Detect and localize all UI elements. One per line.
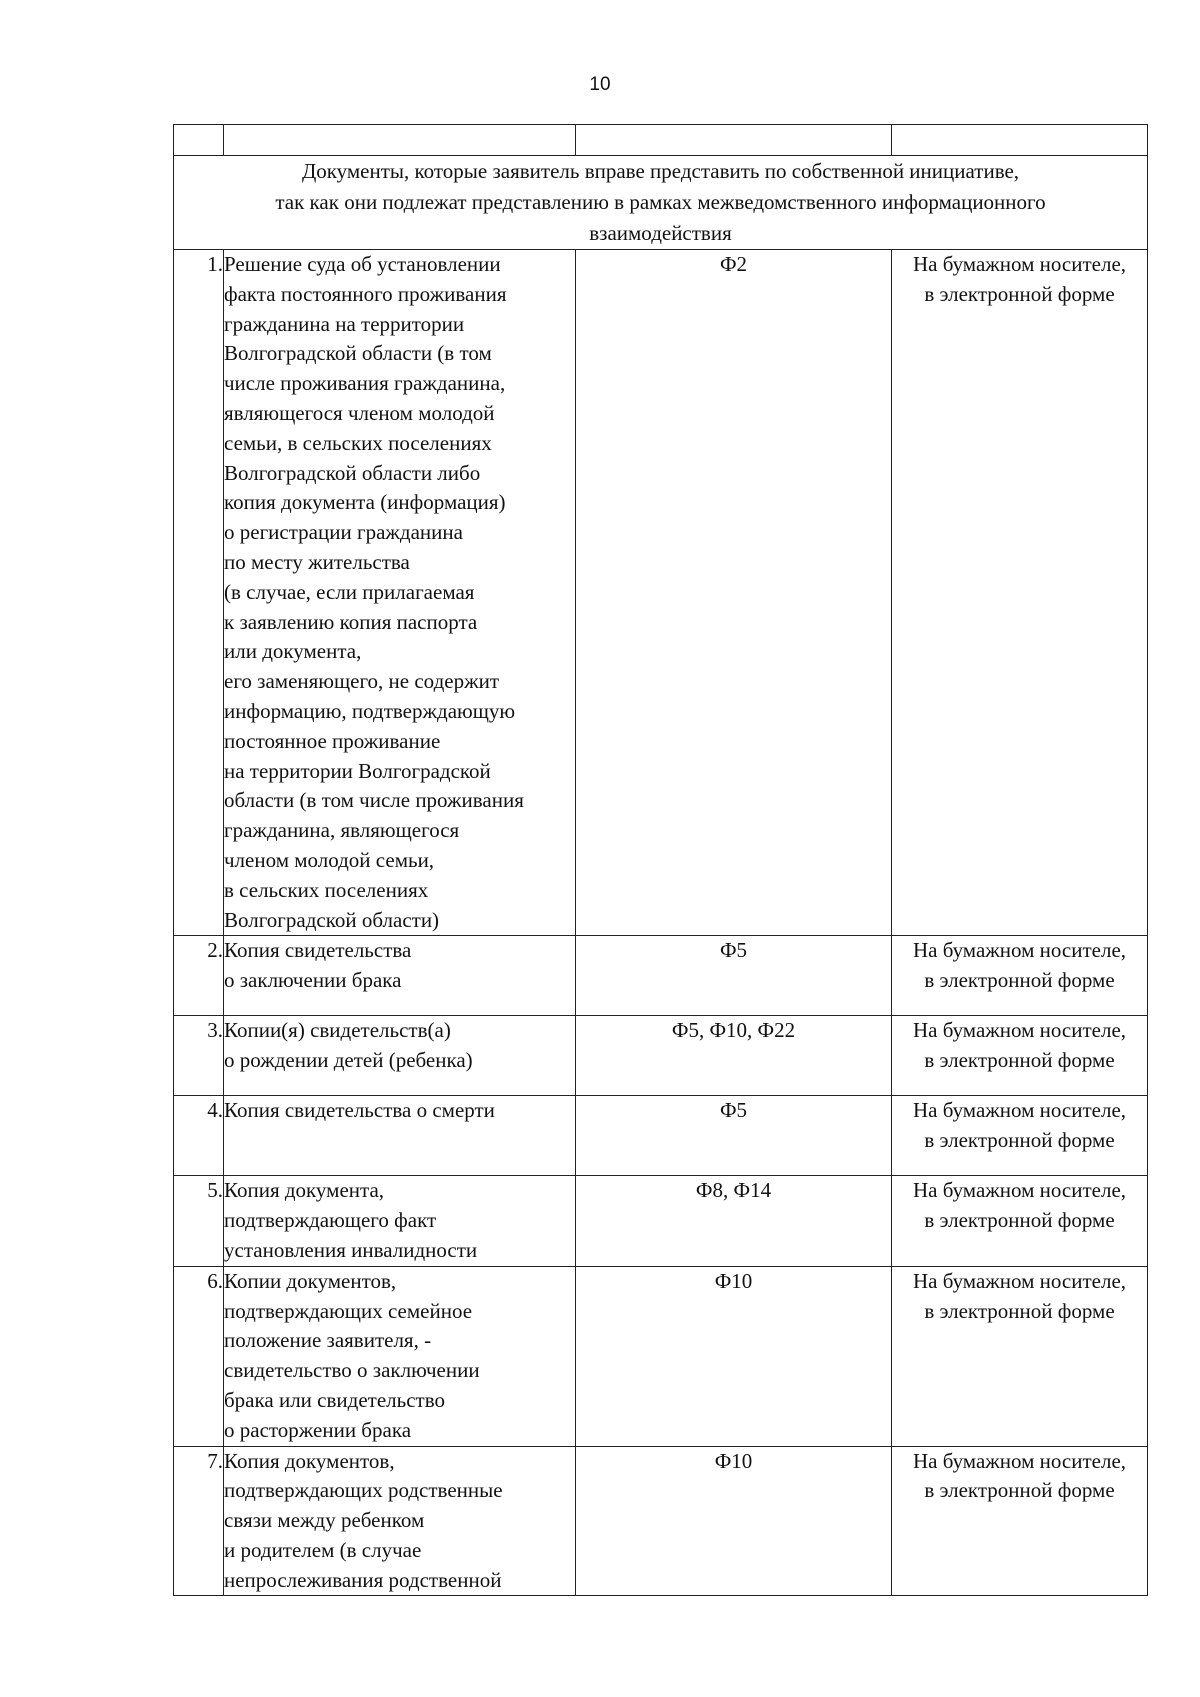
document-name-line: постоянное проживание <box>224 728 441 753</box>
document-name-line: свидетельство о заключении <box>224 1358 480 1383</box>
document-name-line: или документа, <box>224 639 362 664</box>
document-name-line: Копии документов, <box>224 1268 397 1293</box>
document-name-line: членом молодой семьи, <box>224 847 435 872</box>
documents-table <box>173 124 1148 1596</box>
submission-form-line: в электронной форме <box>924 1208 1115 1233</box>
document-name-line: брака или свидетельство <box>224 1387 445 1412</box>
document-name-line: в сельских поселениях <box>224 877 429 902</box>
document-name <box>224 1096 576 1176</box>
document-name-line: копия документа (информация) <box>224 490 506 515</box>
submission-form-line: На бумажном носителе, <box>912 1018 1127 1043</box>
submission-form <box>892 1176 1148 1266</box>
document-name-line: на территории Волгоградской <box>224 758 491 783</box>
document-name-line: о расторжении брака <box>224 1417 412 1442</box>
submission-form <box>892 1266 1148 1446</box>
document-name-line: непрослеживания родственной <box>224 1567 502 1592</box>
row-number: 3. <box>174 1016 224 1096</box>
document-name-line: Решение суда об установлении <box>224 252 501 276</box>
document-name-line: Волгоградской области либо <box>224 460 481 485</box>
table-row <box>174 1096 1148 1176</box>
submission-form <box>892 1446 1148 1596</box>
table-row <box>174 936 1148 1016</box>
submission-form-line: в электронной форме <box>924 1298 1115 1323</box>
document-name-line: по месту жительства <box>224 549 410 574</box>
document-name <box>224 1016 576 1096</box>
document-name-line: связи между ребенком <box>224 1508 425 1533</box>
submission-form <box>892 250 1148 936</box>
document-name-line: гражданина на территории <box>224 311 465 336</box>
document-name-line: числе проживания гражданина, <box>224 371 506 396</box>
document-name-line: о регистрации гражданина <box>224 520 463 545</box>
section-header-line: Документы, которые заявитель вправе представить по собственной инициативе, <box>301 159 1020 183</box>
document-name-line: Копия свидетельства о смерти <box>224 1098 495 1123</box>
document-name-line: Копии(я) свидетельств(а) <box>224 1018 451 1043</box>
form-code: Ф10 <box>576 1266 892 1446</box>
table-row <box>174 1176 1148 1266</box>
document-name-line: и родителем (в случае <box>224 1537 422 1562</box>
document-name <box>224 250 576 936</box>
submission-form-line: На бумажном носителе, <box>912 1098 1127 1123</box>
document-name-line: к заявлению копия паспорта <box>224 609 478 634</box>
header-cell <box>174 125 224 156</box>
submission-form-line: в электронной форме <box>924 968 1115 993</box>
page-number: 10 <box>589 74 611 95</box>
document-name-line: области (в том числе проживания <box>224 788 524 813</box>
header-cell <box>576 125 892 156</box>
row-number: 5. <box>174 1176 224 1266</box>
table-row <box>174 250 1148 936</box>
section-header-row <box>174 156 1148 250</box>
document-name-line: Волгоградской области (в том <box>224 341 492 366</box>
table-row <box>174 1016 1148 1096</box>
table-row <box>174 1446 1148 1596</box>
document-name-line: семьи, в сельских поселениях <box>224 430 492 455</box>
row-number: 7. <box>174 1446 224 1596</box>
submission-form-line: На бумажном носителе, <box>912 252 1127 276</box>
form-code: Ф10 <box>576 1446 892 1596</box>
document-name-line: Волгоградской области) <box>224 907 440 932</box>
document-name <box>224 1176 576 1266</box>
document-name-line: подтверждающего факт <box>224 1208 437 1233</box>
document-name <box>224 936 576 1016</box>
table-row <box>174 1266 1148 1446</box>
section-header <box>174 156 1148 250</box>
header-cell <box>892 125 1148 156</box>
form-code: Ф8, Ф14 <box>576 1176 892 1266</box>
submission-form-line: в электронной форме <box>924 281 1115 306</box>
document-name-line: Копия документов, <box>224 1448 395 1473</box>
document-name-line: (в случае, если прилагаемая <box>224 579 475 604</box>
section-header-line: взаимодействия <box>589 221 732 245</box>
form-code: Ф2 <box>576 250 892 936</box>
table-header-row <box>174 125 1148 156</box>
header-cell <box>224 125 576 156</box>
document-name-line: Копия документа, <box>224 1178 385 1203</box>
form-code: Ф5 <box>576 1096 892 1176</box>
document-name-line: являющегося членом молодой <box>224 400 495 425</box>
submission-form <box>892 936 1148 1016</box>
document-name-line: Копия свидетельства <box>224 938 412 963</box>
document-name-line: установления инвалидности <box>224 1237 478 1262</box>
submission-form <box>892 1016 1148 1096</box>
document-name-line: информацию, подтверждающую <box>224 698 516 723</box>
document-name-line: гражданина, являющегося <box>224 818 460 843</box>
form-code: Ф5 <box>576 936 892 1016</box>
row-number: 1. <box>174 250 224 936</box>
row-number: 4. <box>174 1096 224 1176</box>
submission-form-line: На бумажном носителе, <box>912 1268 1127 1293</box>
row-number: 2. <box>174 936 224 1016</box>
row-number: 6. <box>174 1266 224 1446</box>
submission-form-line: в электронной форме <box>924 1128 1115 1153</box>
submission-form-line: в электронной форме <box>924 1478 1115 1503</box>
document-name-line: факта постоянного проживания <box>224 281 507 306</box>
submission-form-line: в электронной форме <box>924 1048 1115 1073</box>
section-header-line: так как они подлежат представлению в рамках межведомственного информационного <box>275 190 1046 214</box>
document-name <box>224 1446 576 1596</box>
document-name-line: положение заявителя, - <box>224 1328 432 1353</box>
submission-form-line: На бумажном носителе, <box>912 1448 1127 1473</box>
document-name-line: о заключении брака <box>224 968 402 993</box>
submission-form-line: На бумажном носителе, <box>912 938 1127 963</box>
submission-form-line: На бумажном носителе, <box>912 1178 1127 1203</box>
document-name-line: подтверждающих семейное <box>224 1298 473 1323</box>
document-name <box>224 1266 576 1446</box>
document-name-line: подтверждающих родственные <box>224 1478 503 1503</box>
document-name-line: о рождении детей (ребенка) <box>224 1048 473 1073</box>
submission-form <box>892 1096 1148 1176</box>
form-code: Ф5, Ф10, Ф22 <box>576 1016 892 1096</box>
document-name-line: его заменяющего, не содержит <box>224 669 500 694</box>
